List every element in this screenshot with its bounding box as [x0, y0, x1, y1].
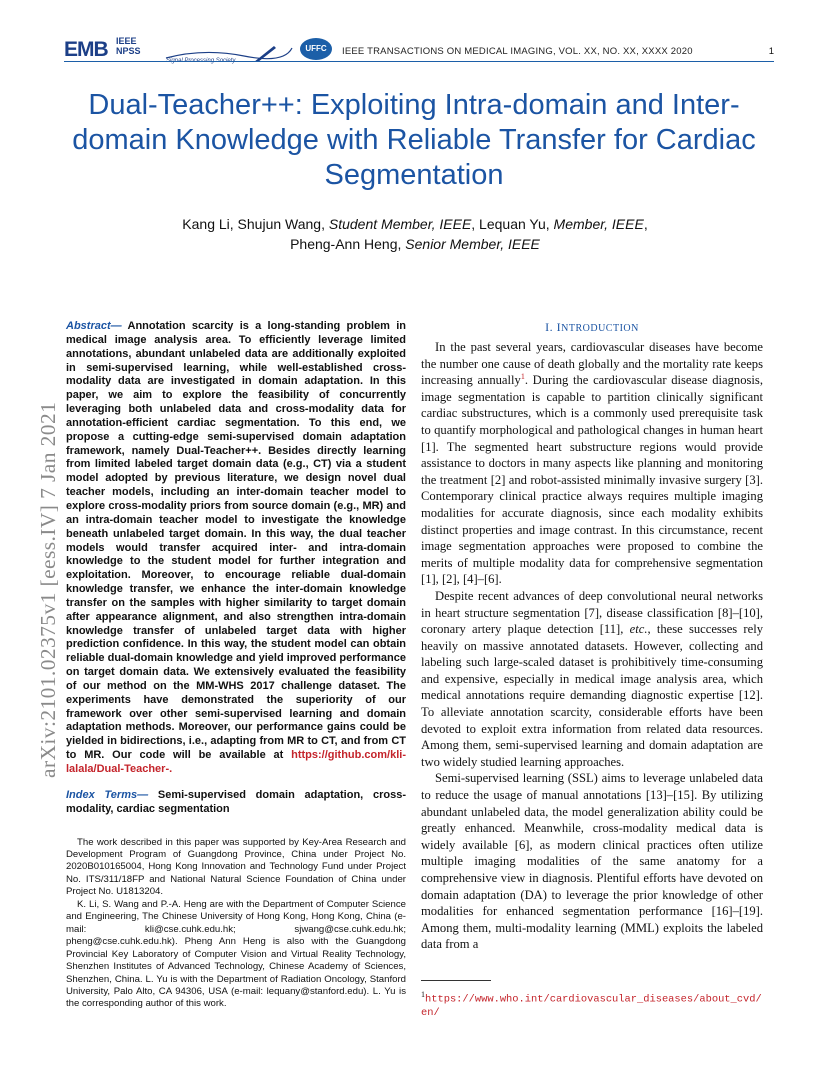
- journal-name: IEEE TRANSACTIONS ON MEDICAL IMAGING, VOL. XX, NO. XX, XXXX 2020: [342, 46, 693, 57]
- code-link[interactable]: https://github.com/kli-lalala/Dual-Teacher-.: [66, 749, 406, 775]
- author-names-3: Pheng-Ann Heng,: [290, 236, 406, 252]
- section-title-rest: NTRODUCTION: [561, 323, 639, 334]
- author-list: [100, 214, 730, 254]
- introduction-body: [421, 339, 763, 953]
- paragraph-2-text-a: Despite recent advances of deep convolutional neural networks in heart structure segmentation [7], disease classification [8]–[10], coronary artery plaque detection [11],: [421, 588, 763, 637]
- paragraph-2-etc: etc.: [629, 622, 648, 637]
- abstract: [66, 320, 406, 777]
- header-rule: [64, 61, 774, 62]
- npss-logo-text: IEEE NPSS: [116, 36, 141, 56]
- left-column: [66, 320, 406, 1011]
- sps-logo-text: Signal Processing Society: [166, 58, 236, 64]
- page-footnote: [421, 988, 763, 1020]
- footnote-ref[interactable]: 1: [520, 372, 525, 381]
- author-line-2: [100, 234, 730, 254]
- abstract-label: Abstract—: [66, 320, 122, 332]
- author-names-2: , Lequan Yu,: [471, 216, 554, 232]
- section-title-initial: I: [556, 320, 562, 334]
- index-terms: [66, 789, 406, 817]
- paragraph-1-text-a: In the past several years, cardiovascular diseases have become the number one cause of death globally and the mortality rate keeps increasing annually: [421, 340, 763, 388]
- author-footnotes: [66, 837, 406, 1011]
- author-line-1: [100, 214, 730, 234]
- index-terms-label: Index Terms—: [66, 788, 149, 801]
- paragraph-2-text-b: , these successes rely heavily on massive annotated datasets. However, collecting and labeling such large-scaled dataset is prohibitively time-consuming and expensive, especially in medical image analysis area, which medical annotations require demanding diagnostic expertise [12]. To alleviate annotation scarcity, considerable efforts have been devoted to exploit extra information from related data resources. Among them, semi-supervised learning and domain adaptation are two widely studied learning approaches.: [421, 622, 764, 769]
- right-column: [421, 320, 763, 953]
- section-number: I.: [545, 320, 557, 334]
- signal-processing-society-logo: [164, 44, 294, 66]
- index-terms-text: Semi-supervised domain adaptation, cross-modality, cardiac segmentation: [66, 788, 406, 815]
- arxiv-side-stamp: arXiv:2101.02375v1 [eess.IV] 7 Jan 2021: [36, 401, 60, 778]
- paragraph-1-text-b: . During the cardiovascular disease diagnosis, image segmentation is capable to partition clinically significant cardiac substructures, which is a commonly used prerequisite task to quantify morphological and pathological changes in human heart [1]. The segmented heart substructure regions would provide assistance to doctors in many aspects like planning and monitoring the treatment [2] and robot-assisted minimally invasive surgery [3]. Contemporary clinical practice always requires multiple imaging modalities for accurate diagnosis, since each modality exhibits distinct properties and image contrast. In this circumstance, recent image segmentation approaches were proposed to combine the merits of multiple modality data for comprehensive segmentation [1], [2], [4]–[6].: [421, 373, 763, 587]
- author-names-1: Kang Li, Shujun Wang,: [182, 216, 329, 232]
- paragraph-2: [421, 588, 763, 771]
- abstract-text: Annotation scarcity is a long-standing problem in medical image analysis area. To efficiently leverage limited annotations, abundant unlabeled data are additionally exploited in semi-supervised learning, while well-established cross-modality data are investigated in domain adaptation. In this paper, we aim to explore the feasibility of concurrently leveraging both unlabeled data and cross-modality data for annotation-efficient cardiac segmentation. To this end, we propose a cutting-edge semi-supervised domain adaptation framework, namely Dual-Teacher++. Besides directly learning from limited labeled target domain data (e.g., CT) via a student model adopted by previous literature, we design novel dual teacher models, including an inter-domain teacher model to explore cross-modality priors from source domain (e.g., MR) and an intra-domain teacher model to investigate the knowledge beneath unlabeled target domain. In this way, the dual teacher models would transfer acquired inter- and intra-domain knowledge to the student model for further integration and exploitation. Moreover, to encourage reliable dual-domain knowledge transfer, we enhance the inter-domain knowledge transfer on the samples with higher similarity to target domain after appearance alignment, and also strengthen intra-domain knowledge transfer of unlabeled target data with higher prediction confidence. In this way, the student model can obtain reliable dual-domain knowledge and yield improved performance on target domain data. We extensively evaluated the feasibility of our method on the MM-WHS 2017 challenge dataset. The experiments have demonstrated the superiority of our framework over other semi-supervised learning and domain adaptation methods. Moreover, our performance gains could be yielded in bidirections, i.e., adapting from MR to CT, and from CT to MR. Our code will be available at: [66, 320, 406, 762]
- author-punct: ,: [643, 216, 648, 232]
- paragraph-3: Semi-supervised learning (SSL) aims to leverage unlabeled data to reduce the usage of manual annotations [13]–[15]. By utilizing abundant unlabeled data, the model generalization ability could be greatly enhanced. Meanwhile, cross-modality medical data is widely available [6], as modern clinical practices often utilize multiple imaging modalities of the same anatomy for a comprehensive view in diagnosis. Plentiful efforts have devoted on domain adaptation (DA) to leverage the prior knowledge of other modalities for enhanced segmentation performance [16]–[19]. Among them, multi-modality learning (MML) exploits the labeled data from a: [421, 771, 763, 952]
- npss-logo: [116, 36, 141, 56]
- author-role-2: Member, IEEE: [553, 216, 644, 232]
- paper-title: Dual-Teacher++: Exploiting Intra-domain and Inter-domain Knowledge with Reliable Transfer for Cardiac Segmentation: [72, 89, 756, 191]
- paragraph-1: [421, 339, 763, 588]
- footnote-rule: [421, 980, 491, 981]
- section-heading: [421, 320, 763, 335]
- uffc-logo: UFFC: [300, 38, 332, 60]
- footnote-url[interactable]: https://www.who.int/cardiovascular_diseases/about_cvd/en/: [421, 993, 762, 1020]
- footnote-mark: 1: [421, 990, 425, 999]
- page-number: 1: [768, 46, 774, 57]
- emb-logo: EMB: [64, 38, 108, 61]
- author-role-3: Senior Member, IEEE: [405, 236, 540, 252]
- funding-note: The work described in this paper was supported by Key-Area Research and Development Program of Guangdong Province, China under Project No. 2020B010165004, Hong Kong Innovation and Technology Fund under Project No. ITS/311/18FP and National Natural Science Foundation of China under Project No. U1813204.: [66, 836, 406, 898]
- affiliation-note: K. Li, S. Wang and P.-A. Heng are with the Department of Computer Science and Engineering, The Chinese University of Hong Kong, Hong Kong, China (e-mail: kli@cse.cuhk.edu.hk; sjwang@cse.cuhk.edu.hk; pheng@cse.cuhk.edu.hk). Pheng Ann Heng is also with the Guangdong Provincial Key Laboratory of Computer Vision and Virtual Reality Technology, Shenzhen Institutes of Advanced Technology, Chinese Academy of Sciences, Shenzhen, China. L. Yu is with the Department of Radiation Oncology, Stanford University, Palo Alto, CA 94306, USA (e-mail: lequany@stanford.edu). L. Yu is the corresponding author of this work.: [66, 898, 406, 1010]
- author-role-1: Student Member, IEEE: [328, 216, 472, 232]
